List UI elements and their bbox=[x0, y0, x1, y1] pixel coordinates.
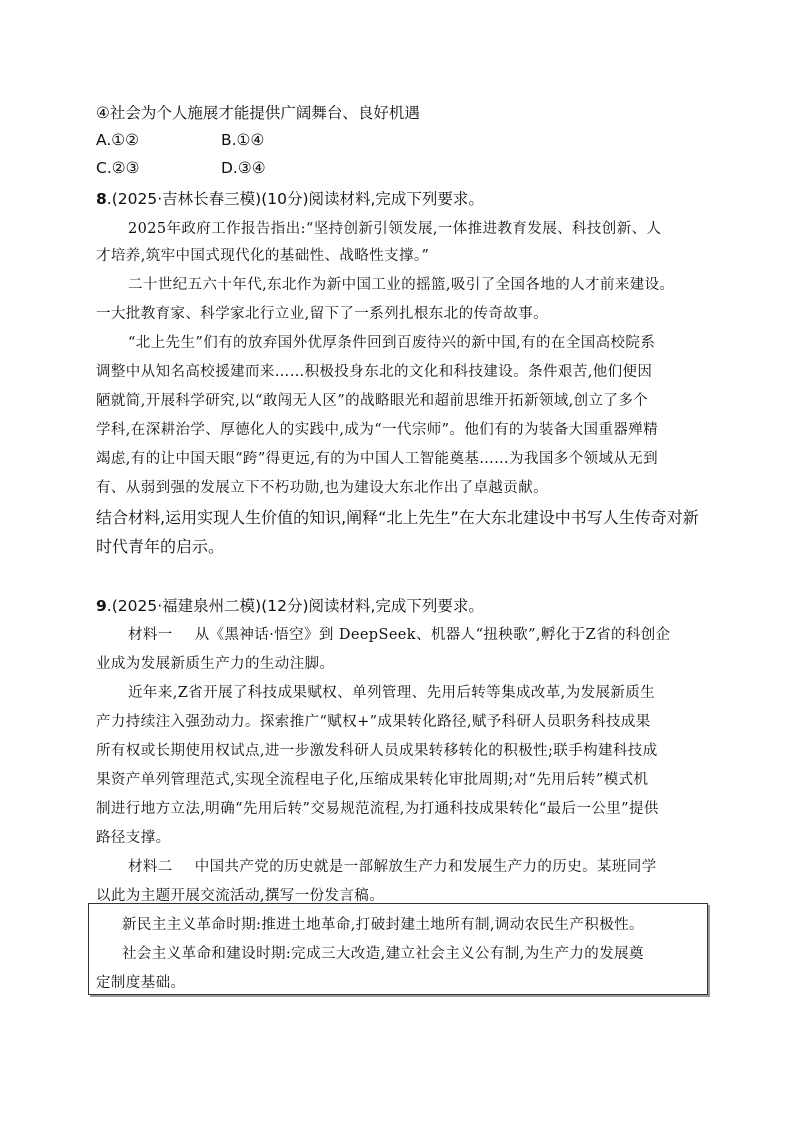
choice-c: C.②③ bbox=[96, 159, 140, 177]
box-line1: 新民主主义革命时期:推进土地革命,打破封建土地所有制,调动农民生产积极性。 bbox=[122, 917, 644, 933]
box-line2: 社会主义革命和建设时期:完成三大改造,建立社会主义公有制,为生产力的发展奠 bbox=[122, 946, 644, 962]
choice-d: D.③④ bbox=[221, 159, 266, 177]
q8-para3-line3: 陋就简,开展科学研究,以“敢闯无人区”的战略眼光和超前思维开拓新领域,创立了多个 bbox=[96, 393, 649, 409]
q8-para3-line6: 有、从弱到强的发展立下不朽功勋,也为建设大东北作出了卓越贡献。 bbox=[96, 480, 549, 496]
option-item-4: ④社会为个人施展才能提供广阔舞台、良好机遇 bbox=[96, 104, 420, 122]
q8-para3-line2: 调整中从知名高校援建而来……积极投身东北的文化和科技建设。条件艰苦,他们便因 bbox=[96, 364, 653, 380]
q9-material1-p2-line5: 制进行地方立法,明确“先用后转”交易规范流程,为打通科技成果转化“最后一公里”提供 bbox=[96, 801, 659, 817]
material1-text: 从《黑神话·悟空》到 DeepSeek、机器人“扭秧歌”,孵化于Z省的科创企 bbox=[194, 627, 671, 643]
q9-header bbox=[96, 594, 484, 616]
q8-para3-line4: 学科,在深耕治学、厚德化人的实践中,成为“一代宗师”。他们有的为装备大国重器殚精 bbox=[96, 422, 659, 438]
q8-source: .(2025·吉林长春三模)(10分)阅读材料,完成下列要求。 bbox=[106, 190, 484, 208]
q9-material1-p2-line1: 近年来,Z省开展了科技成果赋权、单列管理、先用后转等集成改革,为发展新质生 bbox=[128, 685, 656, 701]
box-line3: 定制度基础。 bbox=[96, 975, 186, 991]
q8-para3-line1: “北上先生”们有的放弃国外优厚条件回到百废待兴的新中国,有的在全国高校院系 bbox=[128, 335, 656, 351]
q8-task-line2: 时代青年的启示。 bbox=[96, 537, 225, 556]
q9-material1-p2-line3: 所有权或长期使用权试点,进一步激发科研人员成果转移转化的积极性;联手构建科技成 bbox=[96, 743, 658, 759]
q8-header bbox=[96, 187, 484, 209]
q8-para3-line5: 竭虑,有的让中国天眼“跨”得更远,有的为中国人工智能奠基……为我国多个领域从无到 bbox=[96, 451, 659, 467]
choice-a: A.①② bbox=[96, 131, 140, 149]
q9-number: 9 bbox=[96, 597, 107, 615]
q9-source: .(2025·福建泉州二模)(12分)阅读材料,完成下列要求。 bbox=[106, 597, 484, 615]
q9-material1-p2-line4: 果资产单列管理范式,实现全流程电子化,压缩成果转化审批周期;对“先用后转”模式机 bbox=[96, 772, 649, 788]
q9-material1-p2-line6: 路径支撑。 bbox=[96, 830, 171, 846]
q9-material1-line1 bbox=[128, 623, 671, 644]
q9-material1-p2-line2: 产力持续注入强劲动力。探索推广“赋权+”成果转化路径,赋予科研人员职务科技成果 bbox=[96, 714, 651, 730]
q8-para2-line2: 一大批教育家、科学家北行立业,留下了一系列扎根东北的传奇故事。 bbox=[96, 306, 549, 322]
material2-text: 中国共产党的历史就是一部解放生产力和发展生产力的历史。某班同学 bbox=[194, 859, 657, 875]
q9-material1-line2: 业成为发展新质生产力的生动注脚。 bbox=[96, 656, 335, 672]
q9-material2-line2: 以此为主题开展交流活动,撰写一份发言稿。 bbox=[96, 888, 385, 904]
choice-b: B.①④ bbox=[221, 131, 265, 149]
material1-label: 材料一 bbox=[128, 627, 173, 643]
q8-para1-line2: 才培养,筑牢中国式现代化的基础性、战略性支撑。” bbox=[96, 248, 430, 264]
material2-label: 材料二 bbox=[128, 859, 173, 875]
q8-para1-line1: 2025年政府工作报告指出:“坚持创新引领发展,一体推进教育发展、科技创新、人 bbox=[128, 221, 662, 237]
q8-number: 8 bbox=[96, 190, 107, 208]
q8-task-line1: 结合材料,运用实现人生价值的知识,阐释“北上先生”在大东北建设中书写人生传奇对新 bbox=[96, 508, 699, 527]
q9-material2-line1 bbox=[128, 855, 657, 876]
q8-para2-line1: 二十世纪五六十年代,东北作为新中国工业的摇篮,吸引了全国各地的人才前来建设。 bbox=[128, 277, 675, 293]
